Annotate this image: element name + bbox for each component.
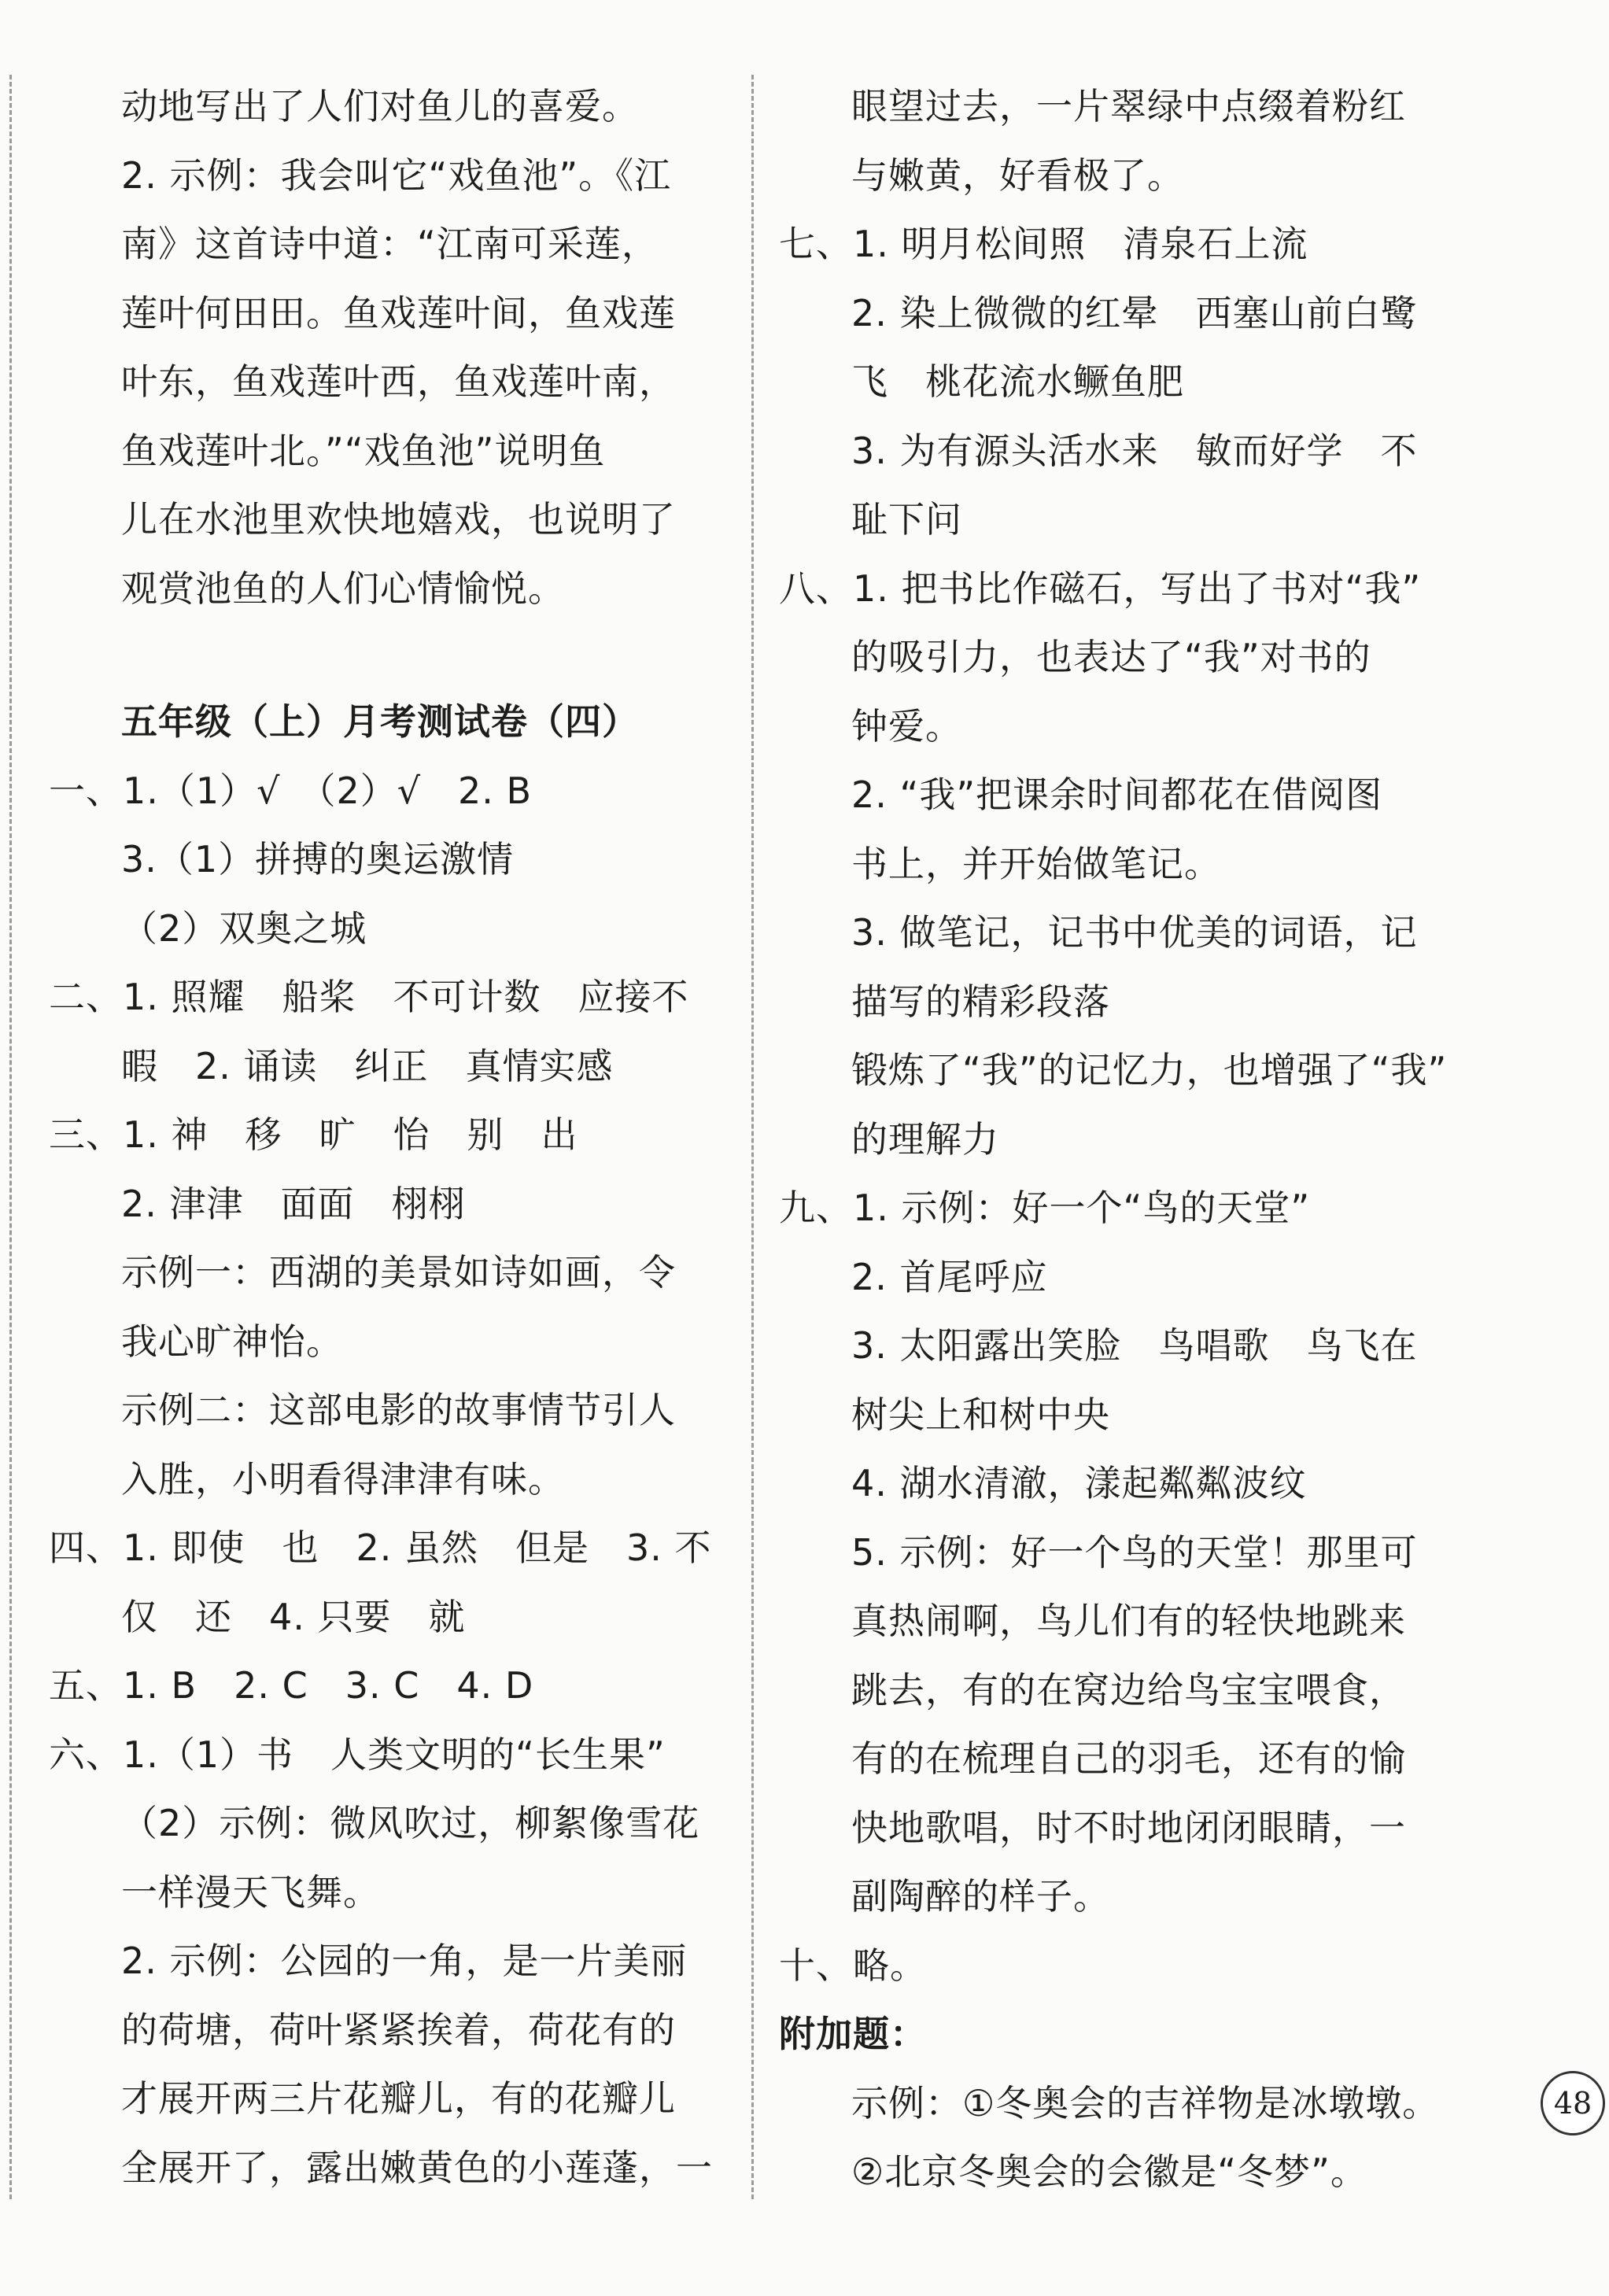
answer-line: 三、1. 神 移 旷 怡 别 出 [49,1113,578,1156]
answer-line: 与嫩黄，好看极了。 [851,153,1184,197]
answer-line: 2. “我”把课余时间都花在借阅图 [851,773,1383,816]
answer-line: 钟爱。 [851,704,962,747]
answer-line: 锻炼了“我”的记忆力，也增强了“我” [851,1049,1448,1091]
bonus-heading: 附加题： [779,2013,927,2055]
answer-line: 真热闹啊，鸟儿们有的轻快地跳来 [851,1600,1406,1642]
answer-line: 2. 染上微微的红晕 西塞山前白鹭 [851,291,1418,334]
answer-line: 副陶醉的样子。 [851,1875,1110,1918]
answer-line: 4. 湖水清澈，漾起粼粼波纹 [851,1462,1307,1504]
answer-line: 2. 首尾呼应 [851,1255,1048,1298]
answer-line: 示例二：这部电影的故事情节引人 [121,1389,676,1431]
answer-line: 2. 津津 面面 栩栩 [121,1182,466,1225]
left-margin-dashed-line [9,75,12,2199]
answer-line: 快地歌唱，时不时地闭闭眼睛，一 [851,1806,1406,1849]
answer-line: 示例一：西湖的美景如诗如画，令 [121,1251,676,1294]
left-column [49,72,725,2202]
answer-line: 五、1. B 2. C 3. C 4. D [49,1664,534,1707]
answer-line: 才展开两三片花瓣儿，有的花瓣儿 [121,2077,676,2120]
answer-line: 四、1. 即使 也 2. 虽然 但是 3. 不 [49,1526,712,1569]
answer-line: 仅 还 4. 只要 就 [121,1595,466,1638]
answer-line: 儿在水池里欢快地嬉戏，也说明了 [121,498,676,541]
answer-line: 动地写出了人们对鱼儿的喜爱。 [121,85,639,127]
answer-line: 5. 示例：好一个鸟的天堂！那里可 [851,1530,1418,1574]
answer-line: ②北京冬奥会的会徽是“冬梦”。 [851,2150,1367,2193]
column-divider-dashed-line [751,75,754,2199]
right-column [779,72,1471,2207]
answer-line: 八、1. 把书比作磁石，写出了书对“我” [779,567,1422,610]
answer-line: 描写的精彩段落 [851,980,1110,1023]
answer-line: 飞 桃花流水鳜鱼肥 [851,360,1184,403]
answer-line: 南》这首诗中道：“江南可采莲， [121,223,659,265]
answer-line: （2）双奥之城 [121,906,367,950]
answer-line: 二、1. 照耀 船桨 不可计数 应接不 [49,976,689,1018]
answer-line: 的荷塘，荷叶紧紧挨着，荷花有的 [121,2008,676,2051]
answer-line: 跳去，有的在窝边给鸟宝宝喂食， [851,1668,1406,1711]
answer-line: 暇 2. 诵读 纠正 真情实感 [121,1044,614,1087]
answer-line: 3. 太阳露出笑脸 鸟唱歌 鸟飞在 [851,1324,1418,1367]
answer-line: 鱼戏莲叶北。”“戏鱼池”说明鱼 [121,429,606,472]
answer-line: 树尖上和树中央 [851,1393,1110,1436]
answer-line: 有的在梳理自己的羽毛，还有的愉 [851,1737,1406,1780]
answer-line: 2. 示例：我会叫它“戏鱼池”。《江 [121,153,672,197]
section-heading: 五年级（上）月考测试卷（四） [121,700,639,743]
answer-line: 叶东，鱼戏莲叶西，鱼戏莲叶南， [121,360,676,403]
answer-line: 3. 做笔记，记书中优美的词语，记 [851,911,1418,954]
answer-line: 眼望过去，一片翠绿中点缀着粉红 [851,85,1406,127]
answer-line: 十、略。 [779,1943,927,1987]
answer-line: 入胜，小明看得津津有味。 [121,1457,565,1501]
answer-line: 七、1. 明月松间照 清泉石上流 [779,223,1308,265]
answer-line: 耻下问 [851,498,962,541]
answer-line: 观赏池鱼的人们心情愉悦。 [121,567,565,610]
answer-line: 一样漫天飞舞。 [121,1870,380,1914]
answer-line: 六、1.（1）书 人类文明的“长生果” [49,1733,666,1776]
answer-line: 莲叶何田田。鱼戏莲叶间，鱼戏莲 [121,291,676,334]
answer-line: 我心旷神怡。 [121,1320,343,1363]
answer-line: （2）示例：微风吹过，柳絮像雪花 [121,1802,700,1844]
answer-line: 2. 示例：公园的一角，是一片美丽 [121,1940,688,1982]
answer-line: 的吸引力，也表达了“我”对书的 [851,636,1371,678]
answer-line: 书上，并开始做笔记。 [851,842,1221,885]
answer-line: 一、1.（1）√ （2）√ 2. B [49,769,533,812]
answer-line: 全展开了，露出嫩黄色的小莲蓬，一 [121,2146,713,2189]
answer-line: 九、1. 示例：好一个“鸟的天堂” [779,1187,1311,1229]
answer-line: 3. 为有源头活水来 敏而好学 不 [851,429,1418,472]
answer-line: 3.（1）拼搏的奥运激情 [121,838,515,880]
page-number-badge: 48 [1541,2071,1605,2135]
answer-line: 的理解力 [851,1117,999,1161]
answer-line: 示例：①冬奥会的吉祥物是冰墩墩。 [851,2081,1440,2124]
